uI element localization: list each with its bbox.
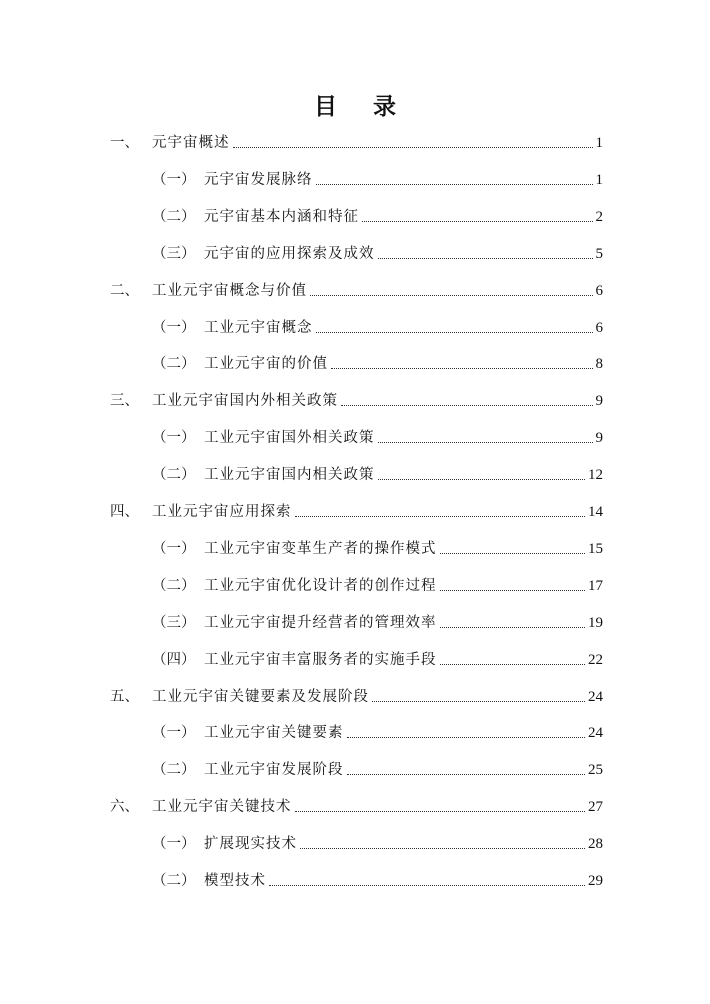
toc-entry-label: 工业元宇宙发展阶段 xyxy=(204,762,344,778)
toc-entry-page-number: 15 xyxy=(588,541,603,557)
dot-leader xyxy=(295,811,586,812)
dot-leader xyxy=(316,332,593,333)
toc-entry-page-number: 24 xyxy=(588,689,603,705)
toc-entry[interactable] xyxy=(152,204,603,226)
toc-entry-number: （一） xyxy=(152,836,196,852)
toc-entry-label: 元宇宙的应用探索及成效 xyxy=(204,246,375,262)
toc-entry-label: 元宇宙基本内涵和特征 xyxy=(204,209,359,225)
toc-entry-number: 四、 xyxy=(110,504,139,520)
toc-entry[interactable] xyxy=(152,868,603,890)
toc-entry-page-number: 28 xyxy=(588,836,603,852)
dot-leader xyxy=(378,258,593,259)
toc-entry-number: （二） xyxy=(152,467,196,483)
toc-entry-label: 工业元宇宙应用探索 xyxy=(152,504,292,520)
dot-leader xyxy=(347,774,586,775)
toc-entry-number: （三） xyxy=(152,615,196,631)
toc-entry-number: 三、 xyxy=(110,393,139,409)
toc-entry[interactable] xyxy=(152,536,603,558)
toc-entry-label: 工业元宇宙概念与价值 xyxy=(152,283,307,299)
toc-entry-label: 工业元宇宙国内外相关政策 xyxy=(152,393,338,409)
toc-entry[interactable] xyxy=(152,720,603,742)
toc-entry-page-number: 27 xyxy=(588,799,603,815)
toc-entry-page-number: 9 xyxy=(595,430,603,446)
toc-entry-number: （二） xyxy=(152,356,196,372)
toc-entry[interactable] xyxy=(152,462,603,484)
toc-entry-page-number: 5 xyxy=(595,246,603,262)
toc-entry-label: 元宇宙发展脉络 xyxy=(204,172,313,188)
toc-entry[interactable] xyxy=(152,241,603,263)
toc-entry[interactable] xyxy=(152,757,603,779)
toc-entry-number: （二） xyxy=(152,873,196,889)
page-title: 目 录 xyxy=(313,93,410,120)
toc-entry[interactable] xyxy=(152,315,603,337)
toc-entry-label: 工业元宇宙提升经营者的管理效率 xyxy=(204,615,437,631)
toc-entry-label: 工业元宇宙丰富服务者的实施手段 xyxy=(204,652,437,668)
toc-entry[interactable] xyxy=(152,647,603,669)
toc-entry-number: 一、 xyxy=(110,135,139,151)
toc-entry-page-number: 1 xyxy=(595,135,603,151)
toc-entry-label: 工业元宇宙国外相关政策 xyxy=(204,430,375,446)
toc-entry-label: 模型技术 xyxy=(204,873,266,889)
toc-entry-number: 六、 xyxy=(110,799,139,815)
dot-leader xyxy=(378,442,593,443)
toc-entry[interactable] xyxy=(110,684,603,706)
toc-entry-label: 工业元宇宙变革生产者的操作模式 xyxy=(204,541,437,557)
toc-entry-label: 工业元宇宙关键要素 xyxy=(204,725,344,741)
toc-entry[interactable] xyxy=(110,499,603,521)
toc-entry-number: （三） xyxy=(152,246,196,262)
toc-entry-label: 元宇宙概述 xyxy=(152,135,230,151)
toc-entry-page-number: 9 xyxy=(595,393,603,409)
toc-entry[interactable] xyxy=(110,388,603,410)
toc-entry-page-number: 22 xyxy=(588,652,603,668)
dot-leader xyxy=(316,184,593,185)
dot-leader xyxy=(310,295,593,296)
toc-entry-number: 五、 xyxy=(110,689,139,705)
toc-entry-number: （一） xyxy=(152,320,196,336)
dot-leader xyxy=(372,701,585,702)
dot-leader xyxy=(347,737,586,738)
toc-entry-number: （一） xyxy=(152,172,196,188)
toc-entry-number: （一） xyxy=(152,725,196,741)
toc-entry-page-number: 24 xyxy=(588,725,603,741)
toc-entry-page-number: 6 xyxy=(595,320,603,336)
toc-entry-label: 工业元宇宙国内相关政策 xyxy=(204,467,375,483)
toc-entry-number: （一） xyxy=(152,541,196,557)
toc-entry-page-number: 8 xyxy=(595,356,603,372)
toc-entry-page-number: 1 xyxy=(595,172,603,188)
toc-entry[interactable] xyxy=(110,278,603,300)
dot-leader xyxy=(440,664,586,665)
toc-entry-number: （二） xyxy=(152,209,196,225)
toc-entry-number: （二） xyxy=(152,762,196,778)
toc-entry-number: （二） xyxy=(152,578,196,594)
toc-entry-number: 二、 xyxy=(110,283,139,299)
toc-entry[interactable] xyxy=(152,167,603,189)
toc-entry-label: 工业元宇宙优化设计者的创作过程 xyxy=(204,578,437,594)
dot-leader xyxy=(341,405,593,406)
toc-entry-page-number: 14 xyxy=(588,504,603,520)
dot-leader xyxy=(300,848,585,849)
toc-entry-page-number: 12 xyxy=(588,467,603,483)
toc-entry-label: 工业元宇宙的价值 xyxy=(204,356,328,372)
dot-leader xyxy=(440,590,586,591)
toc-entry[interactable] xyxy=(110,794,603,816)
toc-entry-page-number: 2 xyxy=(595,209,603,225)
dot-leader xyxy=(269,885,585,886)
toc-entry-page-number: 17 xyxy=(588,578,603,594)
toc-entry-page-number: 19 xyxy=(588,615,603,631)
dot-leader xyxy=(378,479,586,480)
toc-entry-label: 扩展现实技术 xyxy=(204,836,297,852)
toc-entry-page-number: 25 xyxy=(588,762,603,778)
dot-leader xyxy=(331,368,593,369)
toc-entry-page-number: 29 xyxy=(588,873,603,889)
toc-entry[interactable] xyxy=(152,831,603,853)
dot-leader xyxy=(295,516,586,517)
toc-entry[interactable] xyxy=(152,351,603,373)
dot-leader xyxy=(440,627,586,628)
toc-entry-label: 工业元宇宙关键技术 xyxy=(152,799,292,815)
toc-entry-number: （四） xyxy=(152,652,196,668)
toc-entry[interactable] xyxy=(152,573,603,595)
toc-entry[interactable] xyxy=(110,130,603,152)
toc-entry-label: 工业元宇宙概念 xyxy=(204,320,313,336)
dot-leader xyxy=(233,147,593,148)
dot-leader xyxy=(362,221,593,222)
toc-entry[interactable] xyxy=(152,425,603,447)
toc-entry-number: （一） xyxy=(152,430,196,446)
dot-leader xyxy=(440,553,586,554)
toc-entry-page-number: 6 xyxy=(595,283,603,299)
toc-entry[interactable] xyxy=(152,610,603,632)
toc-entry-label: 工业元宇宙关键要素及发展阶段 xyxy=(152,689,369,705)
